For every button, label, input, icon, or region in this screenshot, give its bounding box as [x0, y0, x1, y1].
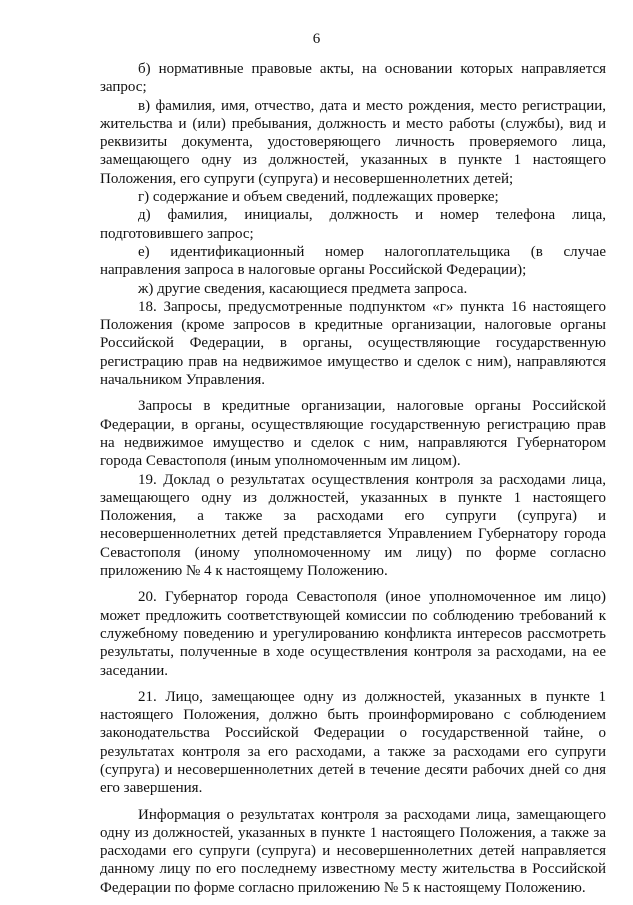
paragraph-item-d: д) фамилия, инициалы, должность и номер телефона лица, подготовившего запрос;	[100, 207, 606, 242]
paragraph-section-20: 20. Губернатор города Севастополя (иное уполномоченное им лицо) может предложить соответствующей комиссии по соблюдению требований к служебному поведению и урегулированию конфликта интересов рассмотреть результаты, полученные в ходе осуществления контроля за расходами, на ее заседании.	[100, 589, 606, 679]
paragraph-item-v: в) фамилия, имя, отчество, дата и место рождения, место регистрации, жительства и (или) пребывания, должность и место работы (службы), вид и реквизиты документа, удостоверяющего личность проверяемого лица, замещающего одну из должностей, указанных в пункте 1 настоящего Положения, его супруги (супруга) и несовершеннолетних детей;	[100, 97, 606, 187]
page-number: 6	[312, 31, 321, 47]
paragraph-item-zh: ж) другие сведения, касающиеся предмета запроса.	[138, 280, 468, 297]
document-body	[100, 60, 606, 897]
paragraph-section-19: 19. Доклад о результатах осуществления контроля за расходами лица, замещающего одну из должностей, указанных в пункте 1 настоящего Положения, а также за расходами его супруги (супруга) и несовершеннолетних детей представляется Управлением Губернатору города Севастополя (иному уполномоченному им лицу) по форме согласно приложению № 4 к настоящему Положению.	[100, 471, 606, 580]
paragraph-section-21-information: Информация о результатах контроля за расходами лица, замещающего одну из должностей, указанных в пункте 1 настоящего Положения, а также за расходами его супруги (супруга) и несовершеннолетних детей направляется данному лицу по его последнему известному месту жительства в Российской Федерации по форме согласно приложению № 5 к настоящему Положению.	[100, 806, 606, 896]
paragraph-section-21: 21. Лицо, замещающее одну из должностей, указанных в пункте 1 настоящего Положения, должно быть проинформировано с соблюдением законодательства Российской Федерации о государственной тайне, о результатах контроля за его расходами, а также за расходами его супруги (супруга) и несовершеннолетних детей в течение десяти рабочих дней со дня его завершения.	[100, 688, 606, 797]
paragraph-item-g: г) содержание и объем сведений, подлежащих проверке;	[138, 189, 499, 206]
paragraph-section-18: 18. Запросы, предусмотренные подпунктом «г» пункта 16 настоящего Положения (кроме запросов в кредитные организации, налоговые органы Российской Федерации, в органы, осуществляющие государственную регистрацию прав на недвижимое имущество и сделок с ним), направляются начальником Управления.	[100, 298, 606, 389]
paragraph-section-18-requests: Запросы в кредитные организации, налоговые органы Российской Федерации, в органы, осуществляющие государственную регистрацию прав на недвижимое имущество и сделок с ним, направляются Губернатором города Севастополя (иным уполномоченным им лицом).	[100, 398, 606, 470]
paragraph-item-b: б) нормативные правовые акты, на основании которых направляется запрос;	[100, 61, 606, 96]
paragraph-item-e: е) идентификационный номер налогоплательщика (в случае направления запроса в налоговые органы Российской Федерации);	[100, 243, 606, 279]
